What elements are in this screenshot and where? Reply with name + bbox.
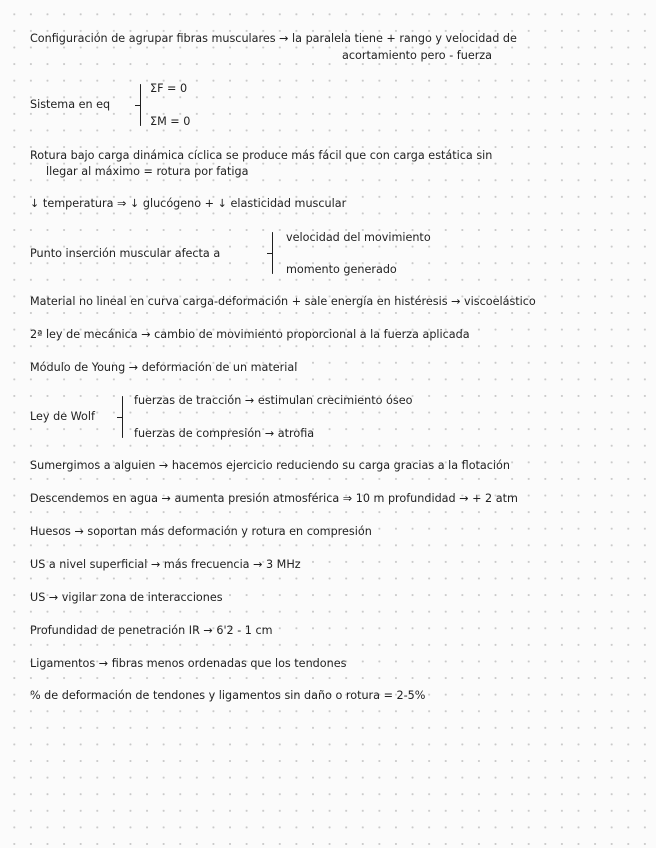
note-wolf-traccion: fuerzas de tracción → estimulan crecimiento óseo — [134, 394, 413, 407]
note-eq-label: Sistema en eq — [30, 98, 111, 111]
note-wolf-compresion: fuerzas de compresión → atrofia — [134, 427, 315, 440]
note-wolf-label: Ley de Wolf — [30, 410, 95, 423]
note-material: Material no lineal en curva carga-deformación + sale energía en histéresis → viscoelástico — [30, 295, 536, 308]
note-eq-sum-m: ΣM = 0 — [150, 115, 191, 128]
note-rotura: Rotura bajo carga dinámica cíclica se produce más fácil que con carga estática sin — [30, 149, 493, 162]
note-eq-sum-f: ΣF = 0 — [150, 82, 188, 95]
note-rotura-cont: llegar al máximo = rotura por fatiga — [46, 165, 249, 178]
note-insercion-momento: momento generado — [286, 263, 397, 276]
note-flotacion: Sumergimos a alguien → hacemos ejercicio reduciendo su carga gracias a la flotación — [30, 459, 510, 472]
note-us-vigilar: US → vigilar zona de interacciones — [30, 591, 223, 604]
note-fibras: Configuración de agrupar fibras musculares → la paralela tiene + rango y velocidad de — [30, 32, 517, 45]
note-insercion-velocidad: velocidad del movimiento — [286, 231, 431, 244]
note-presion: Descendemos en agua → aumenta presión atmosférica ⇒ 10 m profundidad → + 2 atm — [30, 492, 518, 505]
note-profundidad-ir: Profundidad de penetración IR → 6'2 - 1 cm — [30, 624, 273, 637]
note-ley-mecanica: 2ª ley de mecánica → cambio de movimiento proporcional a la fuerza aplicada — [30, 328, 470, 341]
note-young: Módulo de Young → deformación de un material — [30, 361, 298, 374]
brace-insercion — [272, 232, 273, 274]
brace-wolf — [122, 396, 123, 438]
note-fibras-cont: acortamiento pero - fuerza — [342, 49, 493, 62]
note-us-superficial: US a nivel superficial → más frecuencia → 3 MHz — [30, 558, 301, 571]
note-huesos: Huesos → soportan más deformación y rotura en compresión — [30, 525, 372, 538]
note-insercion-label: Punto inserción muscular afecta a — [30, 247, 221, 260]
note-temperatura: ↓ temperatura ⇒ ↓ glucógeno + ↓ elasticidad muscular — [30, 197, 347, 210]
brace-eq — [140, 84, 141, 126]
note-ligamentos: Ligamentos → fibras menos ordenadas que los tendones — [30, 657, 347, 670]
note-deformacion: % de deformación de tendones y ligamentos sin daño o rotura = 2-5% — [30, 689, 426, 702]
